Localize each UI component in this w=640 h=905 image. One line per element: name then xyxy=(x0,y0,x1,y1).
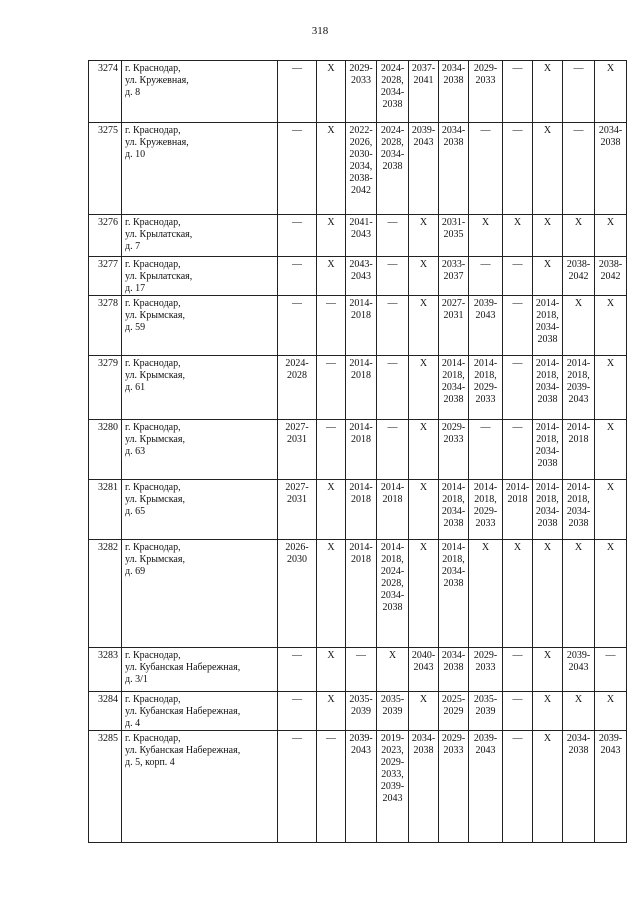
schedule-cell: 2029- 2033 xyxy=(439,420,469,480)
schedule-cell: X xyxy=(563,540,595,648)
table-row xyxy=(89,480,627,540)
row-number-cell: 3280 xyxy=(89,420,122,480)
table-row xyxy=(89,420,627,480)
schedule-cell: 2034- 2038 xyxy=(409,731,439,843)
schedule-cell: X xyxy=(503,540,533,648)
row-number-cell: 3282 xyxy=(89,540,122,648)
row-number-cell: 3274 xyxy=(89,61,122,123)
schedule-cell: 2029- 2033 xyxy=(469,648,503,692)
schedule-cell: X xyxy=(317,540,346,648)
schedule-cell: — xyxy=(278,692,317,731)
row-number-cell: 3278 xyxy=(89,296,122,356)
schedule-cell: — xyxy=(278,296,317,356)
schedule-cell: 2014- 2018 xyxy=(346,296,377,356)
schedule-cell: X xyxy=(595,356,627,420)
address-line: д. 69 xyxy=(125,566,146,577)
row-number-cell: 3284 xyxy=(89,692,122,731)
schedule-cell: 2039- 2043 xyxy=(409,123,439,215)
schedule-cell: 2014- 2018, 2034- 2038 xyxy=(533,420,563,480)
address-line: г. Краснодар, xyxy=(125,542,181,553)
address-line: д. 65 xyxy=(125,506,146,517)
schedule-cell: X xyxy=(595,480,627,540)
table-row xyxy=(89,540,627,648)
schedule-cell: — xyxy=(377,257,409,296)
address-line: ул. Кубанская Набережная, xyxy=(125,662,241,673)
address-line: ул. Крымская, xyxy=(125,434,185,445)
schedule-cell: X xyxy=(533,257,563,296)
schedule-cell: 2034- 2038 xyxy=(563,731,595,843)
schedule-cell: — xyxy=(278,731,317,843)
schedule-cell: 2014- 2018 xyxy=(346,356,377,420)
schedule-cell: X xyxy=(533,692,563,731)
schedule-cell: 2014- 2018, 2039- 2043 xyxy=(563,356,595,420)
schedule-cell: X xyxy=(317,215,346,257)
address-cell xyxy=(122,61,278,123)
address-line: ул. Кружевная, xyxy=(125,75,189,86)
schedule-cell: 2039- 2043 xyxy=(346,731,377,843)
schedule-cell: X xyxy=(533,123,563,215)
schedule-cell: X xyxy=(409,296,439,356)
schedule-cell: — xyxy=(278,648,317,692)
table-row xyxy=(89,61,627,123)
schedule-cell: X xyxy=(409,692,439,731)
schedule-cell: 2025- 2029 xyxy=(439,692,469,731)
schedule-cell: 2024- 2028 xyxy=(278,356,317,420)
schedule-cell: 2043- 2043 xyxy=(346,257,377,296)
table-row xyxy=(89,257,627,296)
table-row xyxy=(89,215,627,257)
schedule-cell: X xyxy=(317,648,346,692)
schedule-cell: 2039- 2043 xyxy=(469,731,503,843)
schedule-cell: 2014- 2018, 2034- 2038 xyxy=(439,356,469,420)
address-line: ул. Кубанская Набережная, xyxy=(125,706,241,717)
schedule-cell: 2014- 2018, 2034- 2038 xyxy=(439,540,469,648)
address-line: д. 17 xyxy=(125,283,146,294)
address-line: д. 63 xyxy=(125,446,146,457)
table-row xyxy=(89,123,627,215)
schedule-cell: 2040- 2043 xyxy=(409,648,439,692)
schedule-cell: X xyxy=(533,215,563,257)
address-line: д. 4 xyxy=(125,718,141,729)
table-row xyxy=(89,648,627,692)
address-line: г. Краснодар, xyxy=(125,422,181,433)
page-number: 318 xyxy=(311,25,329,37)
schedule-cell: 2026- 2030 xyxy=(278,540,317,648)
schedule-cell: — xyxy=(469,420,503,480)
schedule-cell: 2014- 2018, 2034- 2038 xyxy=(533,356,563,420)
address-cell xyxy=(122,296,278,356)
schedule-cell: 2019- 2023, 2029- 2033, 2039- 2043 xyxy=(377,731,409,843)
schedule-cell: X xyxy=(533,61,563,123)
address-cell xyxy=(122,648,278,692)
schedule-cell: 2014- 2018 xyxy=(346,540,377,648)
schedule-cell: — xyxy=(317,356,346,420)
schedule-cell: 2041- 2043 xyxy=(346,215,377,257)
schedule-cell: 2029- 2033 xyxy=(439,731,469,843)
schedule-cell: 2038- 2042 xyxy=(595,257,627,296)
schedule-cell: — xyxy=(377,215,409,257)
address-cell xyxy=(122,356,278,420)
schedule-cell: 2014- 2018, 2024- 2028, 2034- 2038 xyxy=(377,540,409,648)
address-cell xyxy=(122,215,278,257)
address-cell xyxy=(122,257,278,296)
schedule-cell: 2027- 2031 xyxy=(278,480,317,540)
schedule-cell: — xyxy=(469,257,503,296)
schedule-cell: X xyxy=(377,648,409,692)
schedule-cell: — xyxy=(503,123,533,215)
schedule-cell: X xyxy=(533,540,563,648)
schedule-cell: X xyxy=(595,296,627,356)
address-line: ул. Крымская, xyxy=(125,554,185,565)
repair-schedule-table xyxy=(88,60,627,843)
schedule-cell: — xyxy=(503,356,533,420)
schedule-cell: X xyxy=(409,257,439,296)
schedule-cell: 2031- 2035 xyxy=(439,215,469,257)
schedule-cell: — xyxy=(278,61,317,123)
address-line: ул. Крылатская, xyxy=(125,271,193,282)
address-line: д. 61 xyxy=(125,382,146,393)
schedule-cell: 2027- 2031 xyxy=(278,420,317,480)
schedule-cell: X xyxy=(595,420,627,480)
address-cell xyxy=(122,731,278,843)
schedule-cell: 2039- 2043 xyxy=(469,296,503,356)
schedule-cell: — xyxy=(469,123,503,215)
schedule-cell: 2033- 2037 xyxy=(439,257,469,296)
address-line: д. 59 xyxy=(125,322,146,333)
address-line: г. Краснодар, xyxy=(125,694,181,705)
schedule-cell: 2014- 2018 xyxy=(346,420,377,480)
schedule-cell: 2035- 2039 xyxy=(377,692,409,731)
address-line: ул. Кружевная, xyxy=(125,137,189,148)
schedule-cell: X xyxy=(317,123,346,215)
schedule-cell: — xyxy=(503,731,533,843)
row-number-cell: 3279 xyxy=(89,356,122,420)
schedule-cell: 2039- 2043 xyxy=(595,731,627,843)
schedule-cell: — xyxy=(503,61,533,123)
schedule-cell: X xyxy=(533,648,563,692)
address-cell xyxy=(122,692,278,731)
address-line: г. Краснодар, xyxy=(125,733,181,744)
address-cell xyxy=(122,480,278,540)
schedule-cell: 2034- 2038 xyxy=(439,648,469,692)
schedule-cell: 2034- 2038 xyxy=(595,123,627,215)
schedule-cell: X xyxy=(595,215,627,257)
schedule-cell: 2027- 2031 xyxy=(439,296,469,356)
schedule-cell: X xyxy=(595,540,627,648)
schedule-cell: — xyxy=(278,215,317,257)
schedule-cell: 2029- 2033 xyxy=(469,61,503,123)
address-line: ул. Крымская, xyxy=(125,370,185,381)
address-line: ул. Крымская, xyxy=(125,494,185,505)
row-number-cell: 3276 xyxy=(89,215,122,257)
row-number-cell: 3283 xyxy=(89,648,122,692)
schedule-cell: — xyxy=(595,648,627,692)
schedule-cell: — xyxy=(503,648,533,692)
schedule-cell: 2014- 2018 xyxy=(377,480,409,540)
schedule-cell: — xyxy=(563,61,595,123)
schedule-cell: X xyxy=(563,692,595,731)
schedule-cell: — xyxy=(503,296,533,356)
table-row xyxy=(89,296,627,356)
table-row xyxy=(89,731,627,843)
schedule-cell: — xyxy=(278,123,317,215)
schedule-cell: 2014- 2018 xyxy=(346,480,377,540)
schedule-cell: 2034- 2038 xyxy=(439,123,469,215)
table-row xyxy=(89,692,627,731)
address-line: д. 7 xyxy=(125,241,141,252)
address-line: г. Краснодар, xyxy=(125,259,181,270)
schedule-cell: 2024- 2028, 2034- 2038 xyxy=(377,61,409,123)
address-line: ул. Крымская, xyxy=(125,310,185,321)
schedule-cell: 2014- 2018, 2034- 2038 xyxy=(563,480,595,540)
schedule-cell: 2039- 2043 xyxy=(563,648,595,692)
address-line: ул. Кубанская Набережная, xyxy=(125,745,241,756)
address-line: г. Краснодар, xyxy=(125,358,181,369)
schedule-cell: X xyxy=(409,215,439,257)
schedule-cell: X xyxy=(317,61,346,123)
address-line: ул. Крылатская, xyxy=(125,229,193,240)
address-cell xyxy=(122,123,278,215)
schedule-cell: 2014- 2018, 2029- 2033 xyxy=(469,356,503,420)
schedule-cell: 2037- 2041 xyxy=(409,61,439,123)
address-line: г. Краснодар, xyxy=(125,298,181,309)
schedule-cell: 2014- 2018 xyxy=(503,480,533,540)
schedule-cell: 2014- 2018, 2029- 2033 xyxy=(469,480,503,540)
schedule-cell: X xyxy=(469,540,503,648)
address-line: д. 3/1 xyxy=(125,674,148,685)
row-number-cell: 3281 xyxy=(89,480,122,540)
schedule-cell: 2035- 2039 xyxy=(469,692,503,731)
address-line: д. 5, корп. 4 xyxy=(125,757,175,768)
schedule-cell: — xyxy=(503,257,533,296)
row-number-cell: 3275 xyxy=(89,123,122,215)
address-cell xyxy=(122,540,278,648)
schedule-cell: — xyxy=(563,123,595,215)
schedule-cell: 2035- 2039 xyxy=(346,692,377,731)
schedule-cell: X xyxy=(563,215,595,257)
schedule-cell: — xyxy=(503,420,533,480)
schedule-cell: 2034- 2038 xyxy=(439,61,469,123)
schedule-cell: — xyxy=(346,648,377,692)
address-line: г. Краснодар, xyxy=(125,63,181,74)
address-line: д. 8 xyxy=(125,87,141,98)
schedule-cell: X xyxy=(563,296,595,356)
schedule-cell: X xyxy=(409,540,439,648)
schedule-cell: 2014- 2018 xyxy=(563,420,595,480)
schedule-cell: — xyxy=(317,420,346,480)
schedule-cell: — xyxy=(317,731,346,843)
address-line: г. Краснодар, xyxy=(125,125,181,136)
schedule-cell: X xyxy=(595,61,627,123)
schedule-cell: — xyxy=(503,692,533,731)
schedule-cell: 2014- 2018, 2034- 2038 xyxy=(439,480,469,540)
row-number-cell: 3285 xyxy=(89,731,122,843)
schedule-cell: X xyxy=(503,215,533,257)
schedule-cell: — xyxy=(377,356,409,420)
schedule-cell: — xyxy=(317,296,346,356)
schedule-cell: — xyxy=(377,296,409,356)
row-number-cell: 3277 xyxy=(89,257,122,296)
schedule-cell: — xyxy=(377,420,409,480)
schedule-cell: X xyxy=(409,356,439,420)
table-row xyxy=(89,356,627,420)
schedule-cell: — xyxy=(278,257,317,296)
schedule-cell: 2022- 2026, 2030- 2034, 2038- 2042 xyxy=(346,123,377,215)
address-cell xyxy=(122,420,278,480)
schedule-cell: X xyxy=(317,692,346,731)
schedule-cell: X xyxy=(317,480,346,540)
address-line: д. 10 xyxy=(125,149,146,160)
schedule-cell: X xyxy=(409,420,439,480)
address-line: г. Краснодар, xyxy=(125,482,181,493)
schedule-cell: 2014- 2018, 2034- 2038 xyxy=(533,296,563,356)
schedule-cell: 2029- 2033 xyxy=(346,61,377,123)
schedule-cell: X xyxy=(469,215,503,257)
schedule-cell: 2014- 2018, 2034- 2038 xyxy=(533,480,563,540)
schedule-cell: X xyxy=(533,731,563,843)
schedule-cell: 2024- 2028, 2034- 2038 xyxy=(377,123,409,215)
address-line: г. Краснодар, xyxy=(125,217,181,228)
schedule-cell: 2038- 2042 xyxy=(563,257,595,296)
schedule-cell: X xyxy=(595,692,627,731)
schedule-cell: X xyxy=(409,480,439,540)
schedule-cell: X xyxy=(317,257,346,296)
address-line: г. Краснодар, xyxy=(125,650,181,661)
